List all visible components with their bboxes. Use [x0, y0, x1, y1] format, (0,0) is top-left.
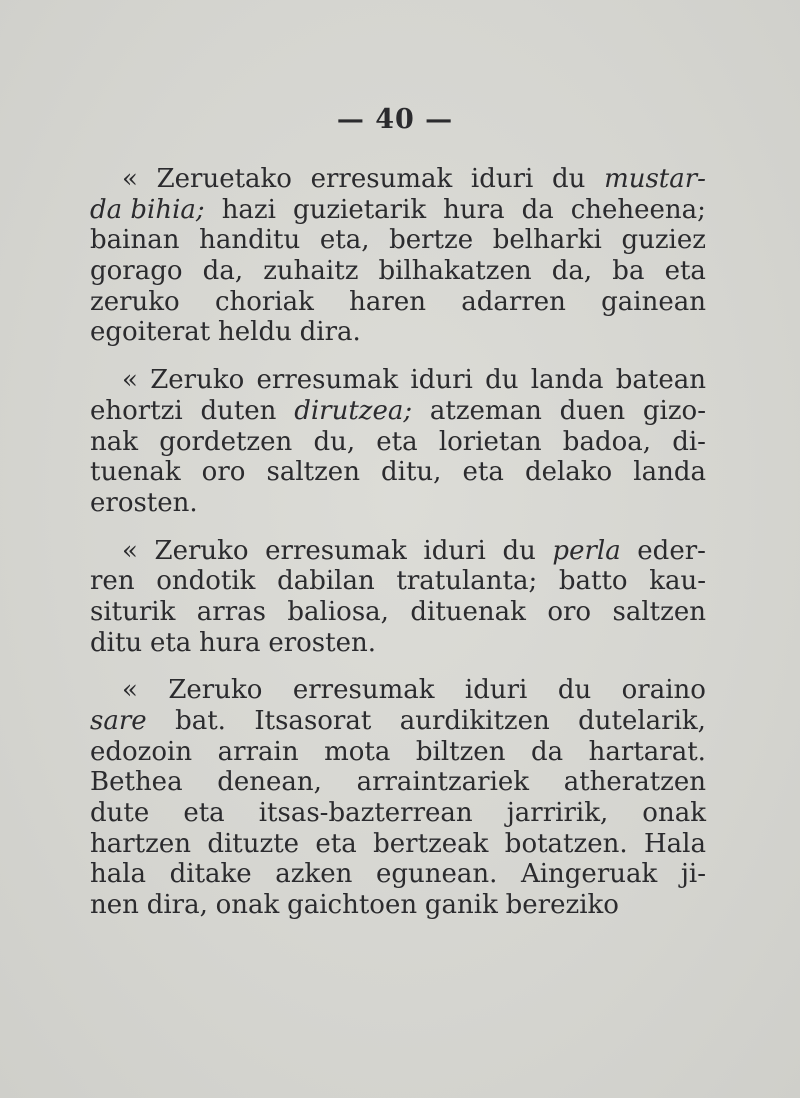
word: ehortzi: [90, 395, 183, 426]
word: dute: [90, 798, 150, 829]
word: baliosa,: [287, 596, 389, 627]
word: hartzen: [90, 828, 191, 859]
word: arrain: [217, 736, 299, 767]
word: nak: [90, 426, 139, 457]
word: gizo-: [642, 395, 706, 426]
word: erresumak: [256, 365, 399, 396]
text-line: [90, 287, 706, 318]
word: eta: [149, 627, 192, 658]
word: tuenak: [90, 457, 181, 488]
word: azken: [275, 859, 353, 890]
word: mota: [324, 736, 391, 767]
word: onak: [642, 798, 706, 829]
word: heldu: [218, 317, 292, 348]
word: dirutzea;: [294, 395, 413, 426]
word: ditake: [169, 859, 252, 890]
body-text: [90, 164, 706, 921]
word: adarren: [461, 286, 566, 317]
word: mustar-: [604, 164, 706, 194]
word: eta: [315, 828, 357, 859]
page-number: — 40 —: [336, 104, 454, 135]
word: du: [502, 535, 536, 566]
word: eta: [462, 457, 504, 488]
word: saltzen: [612, 596, 706, 627]
word: du: [557, 675, 592, 706]
word: Zeruko: [150, 365, 245, 396]
word: denean,: [217, 767, 322, 798]
word: Aingeruak: [520, 859, 658, 890]
word: da,: [551, 256, 593, 287]
word: aurdikitzen: [399, 706, 550, 736]
text-line: [90, 427, 706, 458]
word: belharki: [492, 225, 602, 256]
text-line: [90, 457, 706, 488]
word: botatzen.: [504, 828, 628, 859]
text-line: [90, 365, 706, 396]
word: batean: [615, 365, 706, 396]
word: iduri: [464, 675, 528, 706]
text-line: [90, 566, 706, 597]
word: arras: [196, 596, 266, 627]
word: batto: [558, 566, 628, 597]
text-line: [90, 675, 706, 706]
word: iduri: [423, 535, 486, 566]
paragraph: [90, 164, 706, 348]
word: gaichtoen: [287, 890, 418, 921]
word: egoiterat: [90, 317, 211, 348]
word: zuhaitz: [263, 256, 359, 287]
word: bertze: [389, 225, 474, 256]
word: delako: [524, 457, 613, 488]
word: iduri: [470, 164, 534, 194]
word: hura: [199, 627, 261, 658]
word: bertzeak: [373, 828, 489, 859]
word: di-: [672, 426, 706, 457]
word: atzeman: [429, 395, 542, 426]
word: dira.: [299, 317, 361, 348]
text-line: [90, 737, 706, 768]
word: haren: [349, 286, 426, 317]
paragraph-gap: [90, 658, 706, 675]
word: nen: [90, 890, 139, 921]
word: «: [122, 164, 138, 194]
word: handitu: [199, 225, 301, 256]
word: eder-: [637, 535, 706, 566]
word: choriak: [214, 286, 314, 317]
word: eta: [664, 256, 706, 287]
word: erosten.: [90, 487, 198, 518]
paragraph: [90, 536, 706, 659]
word: erresumak: [292, 675, 435, 706]
word: duen: [559, 395, 626, 426]
paragraph: [90, 675, 706, 921]
word: oraino: [621, 675, 706, 706]
text-line: [90, 706, 706, 737]
word: du: [485, 365, 519, 396]
word: bereziko: [505, 890, 619, 921]
text-line: [90, 829, 706, 860]
word: bainan: [90, 225, 180, 256]
word: dituenak: [410, 596, 526, 627]
text-line: [90, 890, 706, 921]
text-line: [90, 256, 706, 287]
word: egunean.: [375, 859, 498, 890]
word: kau-: [649, 566, 706, 597]
word: ondotik: [156, 566, 256, 597]
text-line: [90, 164, 706, 195]
text-line: [90, 396, 706, 427]
word: dutelarik,: [578, 706, 706, 736]
word: «: [122, 535, 138, 566]
word: Itsasorat: [254, 706, 372, 736]
word: da: [530, 736, 564, 767]
word: hura: [443, 194, 505, 225]
word: jarririk,: [506, 798, 609, 829]
word: dabilan: [277, 566, 375, 597]
word: badoa,: [562, 426, 652, 457]
word: biltzen: [415, 736, 506, 767]
word: landa: [530, 365, 604, 396]
text-line: [90, 767, 706, 798]
word: erresumak: [265, 535, 407, 566]
text-line: [90, 859, 706, 890]
word: arraintzariek: [356, 767, 530, 798]
word: eta: [376, 426, 418, 457]
word: da,: [202, 256, 244, 287]
word: guzietarik: [292, 194, 427, 225]
word: duten: [200, 395, 277, 426]
word: ditu: [90, 627, 143, 658]
text-line: [90, 536, 706, 567]
text-line: [90, 195, 706, 226]
word: ganik: [424, 890, 498, 921]
word: bat.: [175, 706, 226, 736]
word: hazi: [221, 194, 276, 225]
word: hala: [90, 859, 147, 890]
word: sare: [90, 706, 147, 736]
word: atheratzen: [563, 767, 706, 798]
word: zeruko: [90, 286, 180, 317]
word: bilhakatzen: [378, 256, 532, 287]
word: gorago: [90, 256, 183, 287]
word: eta,: [319, 225, 370, 256]
paragraph-gap: [90, 519, 706, 536]
text-line: [90, 488, 706, 519]
text-line: [90, 798, 706, 829]
word: hartarat.: [588, 736, 706, 767]
word: guziez: [621, 225, 706, 256]
word: Zeruetako: [156, 164, 292, 194]
paragraph: [90, 365, 706, 518]
word: dituzte: [207, 828, 300, 859]
text-line: [90, 225, 706, 256]
word: eta: [183, 798, 225, 829]
paragraph-gap: [90, 348, 706, 365]
word: da: [521, 194, 554, 225]
word: gordetzen: [159, 426, 293, 457]
word: oro: [547, 596, 592, 627]
word: «: [122, 365, 138, 396]
word: Zeruko: [168, 675, 263, 706]
word: cheheena;: [570, 194, 706, 225]
word: Zeruko: [154, 535, 249, 566]
text-line: [90, 597, 706, 628]
word: oro: [201, 457, 246, 488]
word: onak: [215, 890, 280, 921]
word: iduri: [410, 365, 473, 396]
word: itsas-bazterrean: [258, 798, 473, 829]
word: dira,: [146, 890, 208, 921]
word: «: [122, 675, 138, 706]
word: ren: [90, 566, 135, 597]
word: da bihia;: [90, 194, 205, 225]
word: ditu,: [381, 457, 442, 488]
word: ji-: [680, 859, 706, 890]
text-line: [90, 317, 706, 348]
word: erresumak: [310, 164, 453, 194]
text-line: [90, 628, 706, 659]
word: landa: [633, 457, 706, 488]
word: tratulanta;: [396, 566, 538, 597]
word: saltzen: [266, 457, 360, 488]
word: Bethea: [90, 767, 183, 798]
word: siturik: [90, 596, 176, 627]
word: du: [552, 164, 586, 194]
word: perla: [552, 535, 621, 566]
word: edozoin: [90, 736, 193, 767]
word: Hala: [643, 828, 706, 859]
word: du,: [313, 426, 356, 457]
word: erosten.: [268, 627, 376, 658]
word: lorietan: [438, 426, 542, 457]
word: gainean: [601, 286, 706, 317]
word: ba: [612, 256, 645, 287]
